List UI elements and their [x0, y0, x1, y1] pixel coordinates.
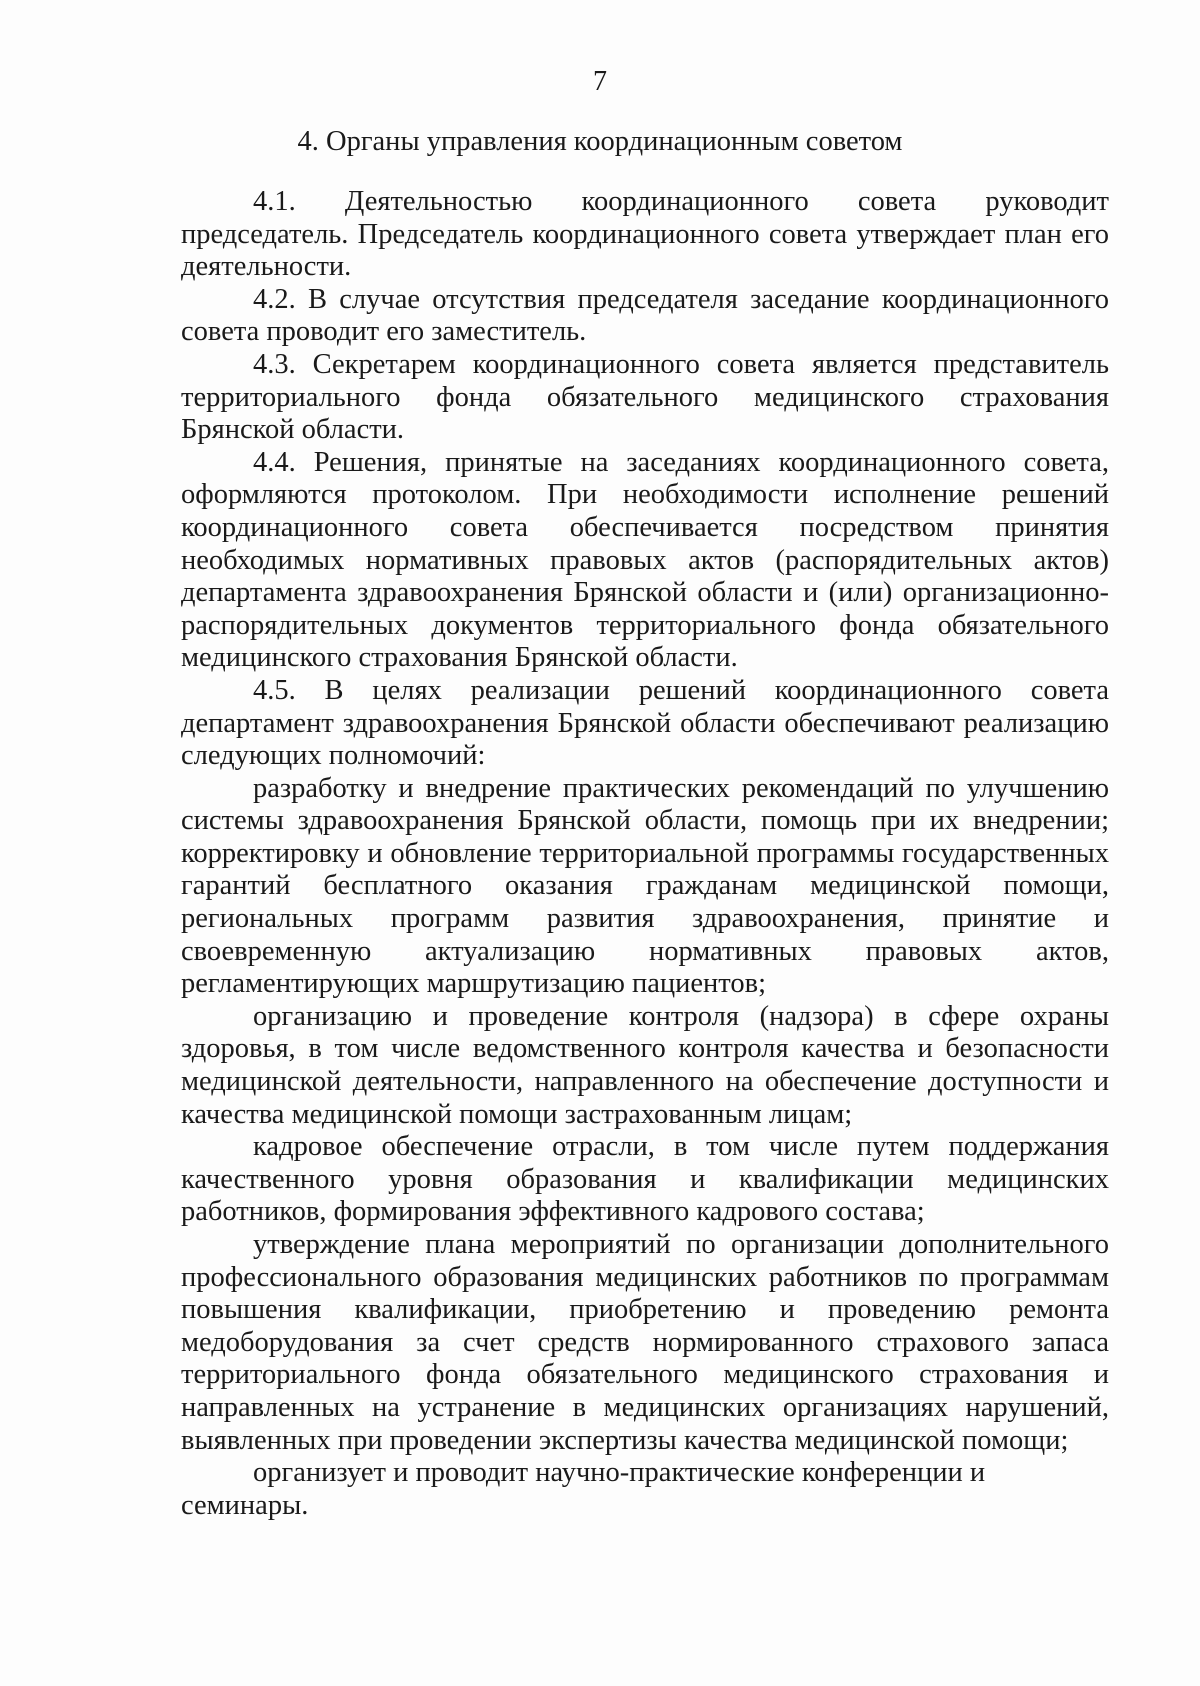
powers-item-control: организацию и проведение контроля (надзора) в сфере охраны здоровья, в том числе ведомственного контроля качества и безопасности медицинской деятельности, направленного на обеспечение доступности и качества медицинской помощи застрахованным лицам; — [181, 1000, 1109, 1130]
paragraph-4-4: 4.4. Решения, принятые на заседаниях координационного совета, оформляются протоколом. При необходимости исполнение решений координационного совета обеспечивается посредством принятия необходимых нормативных правовых актов (распорядительных актов) департамента здравоохранения Брянской области и (или) организационно-распорядительных документов территориального фонда обязательного медицинского страхования Брянской области. — [181, 446, 1109, 674]
powers-item-training-plan: утверждение плана мероприятий по организации дополнительного профессионального образования медицинских работников по программам повышения квалификации, приобретению и проведению ремонта медоборудования за счет средств нормированного страхового запаса территориального фонда обязательного медицинского страхования и направленных на устранение в медицинских организациях нарушений, выявленных при проведении экспертизы качества медицинской помощи; — [181, 1229, 1109, 1456]
paragraph-4-1: 4.1. Деятельностью координационного совета руководит председатель. Председатель координационного совета утверждает план его деятельности. — [181, 186, 1109, 283]
section-heading: 4. Органы управления координационным советом — [297, 126, 903, 157]
powers-item-staffing: кадровое обеспечение отрасли, в том числе путем поддержания качественного уровня образования и квалификации медицинских работников, формирования эффективного кадрового состава; — [181, 1131, 1109, 1228]
paragraph-4-2: 4.2. В случае отсутствия председателя заседание координационного совета проводит его заместитель. — [181, 283, 1109, 348]
paragraph-4-3: 4.3. Секретарем координационного совета является представитель территориального фонда обязательного медицинского страхования Брянской области. — [181, 348, 1109, 446]
page-number: 7 — [593, 66, 607, 97]
document-body — [181, 186, 1109, 1522]
paragraph-4-5: 4.5. В целях реализации решений координационного совета департамент здравоохранения Брянской области обеспечивают реализацию следующих полномочий: — [181, 674, 1109, 772]
powers-item-recommendations: разработку и внедрение практических рекомендаций по улучшению системы здравоохранения Брянской области, помощь при их внедрении; корректировку и обновление территориальной программы государственных гарантий бесплатного оказания гражданам медицинской помощи, региональных программ развития здравоохранения, принятие и своевременную актуализацию нормативных правовых актов, регламентирующих маршрутизацию пациентов; — [181, 772, 1109, 1000]
powers-item-conferences: организует и проводит научно-практические конференции и семинары. — [181, 1457, 986, 1521]
